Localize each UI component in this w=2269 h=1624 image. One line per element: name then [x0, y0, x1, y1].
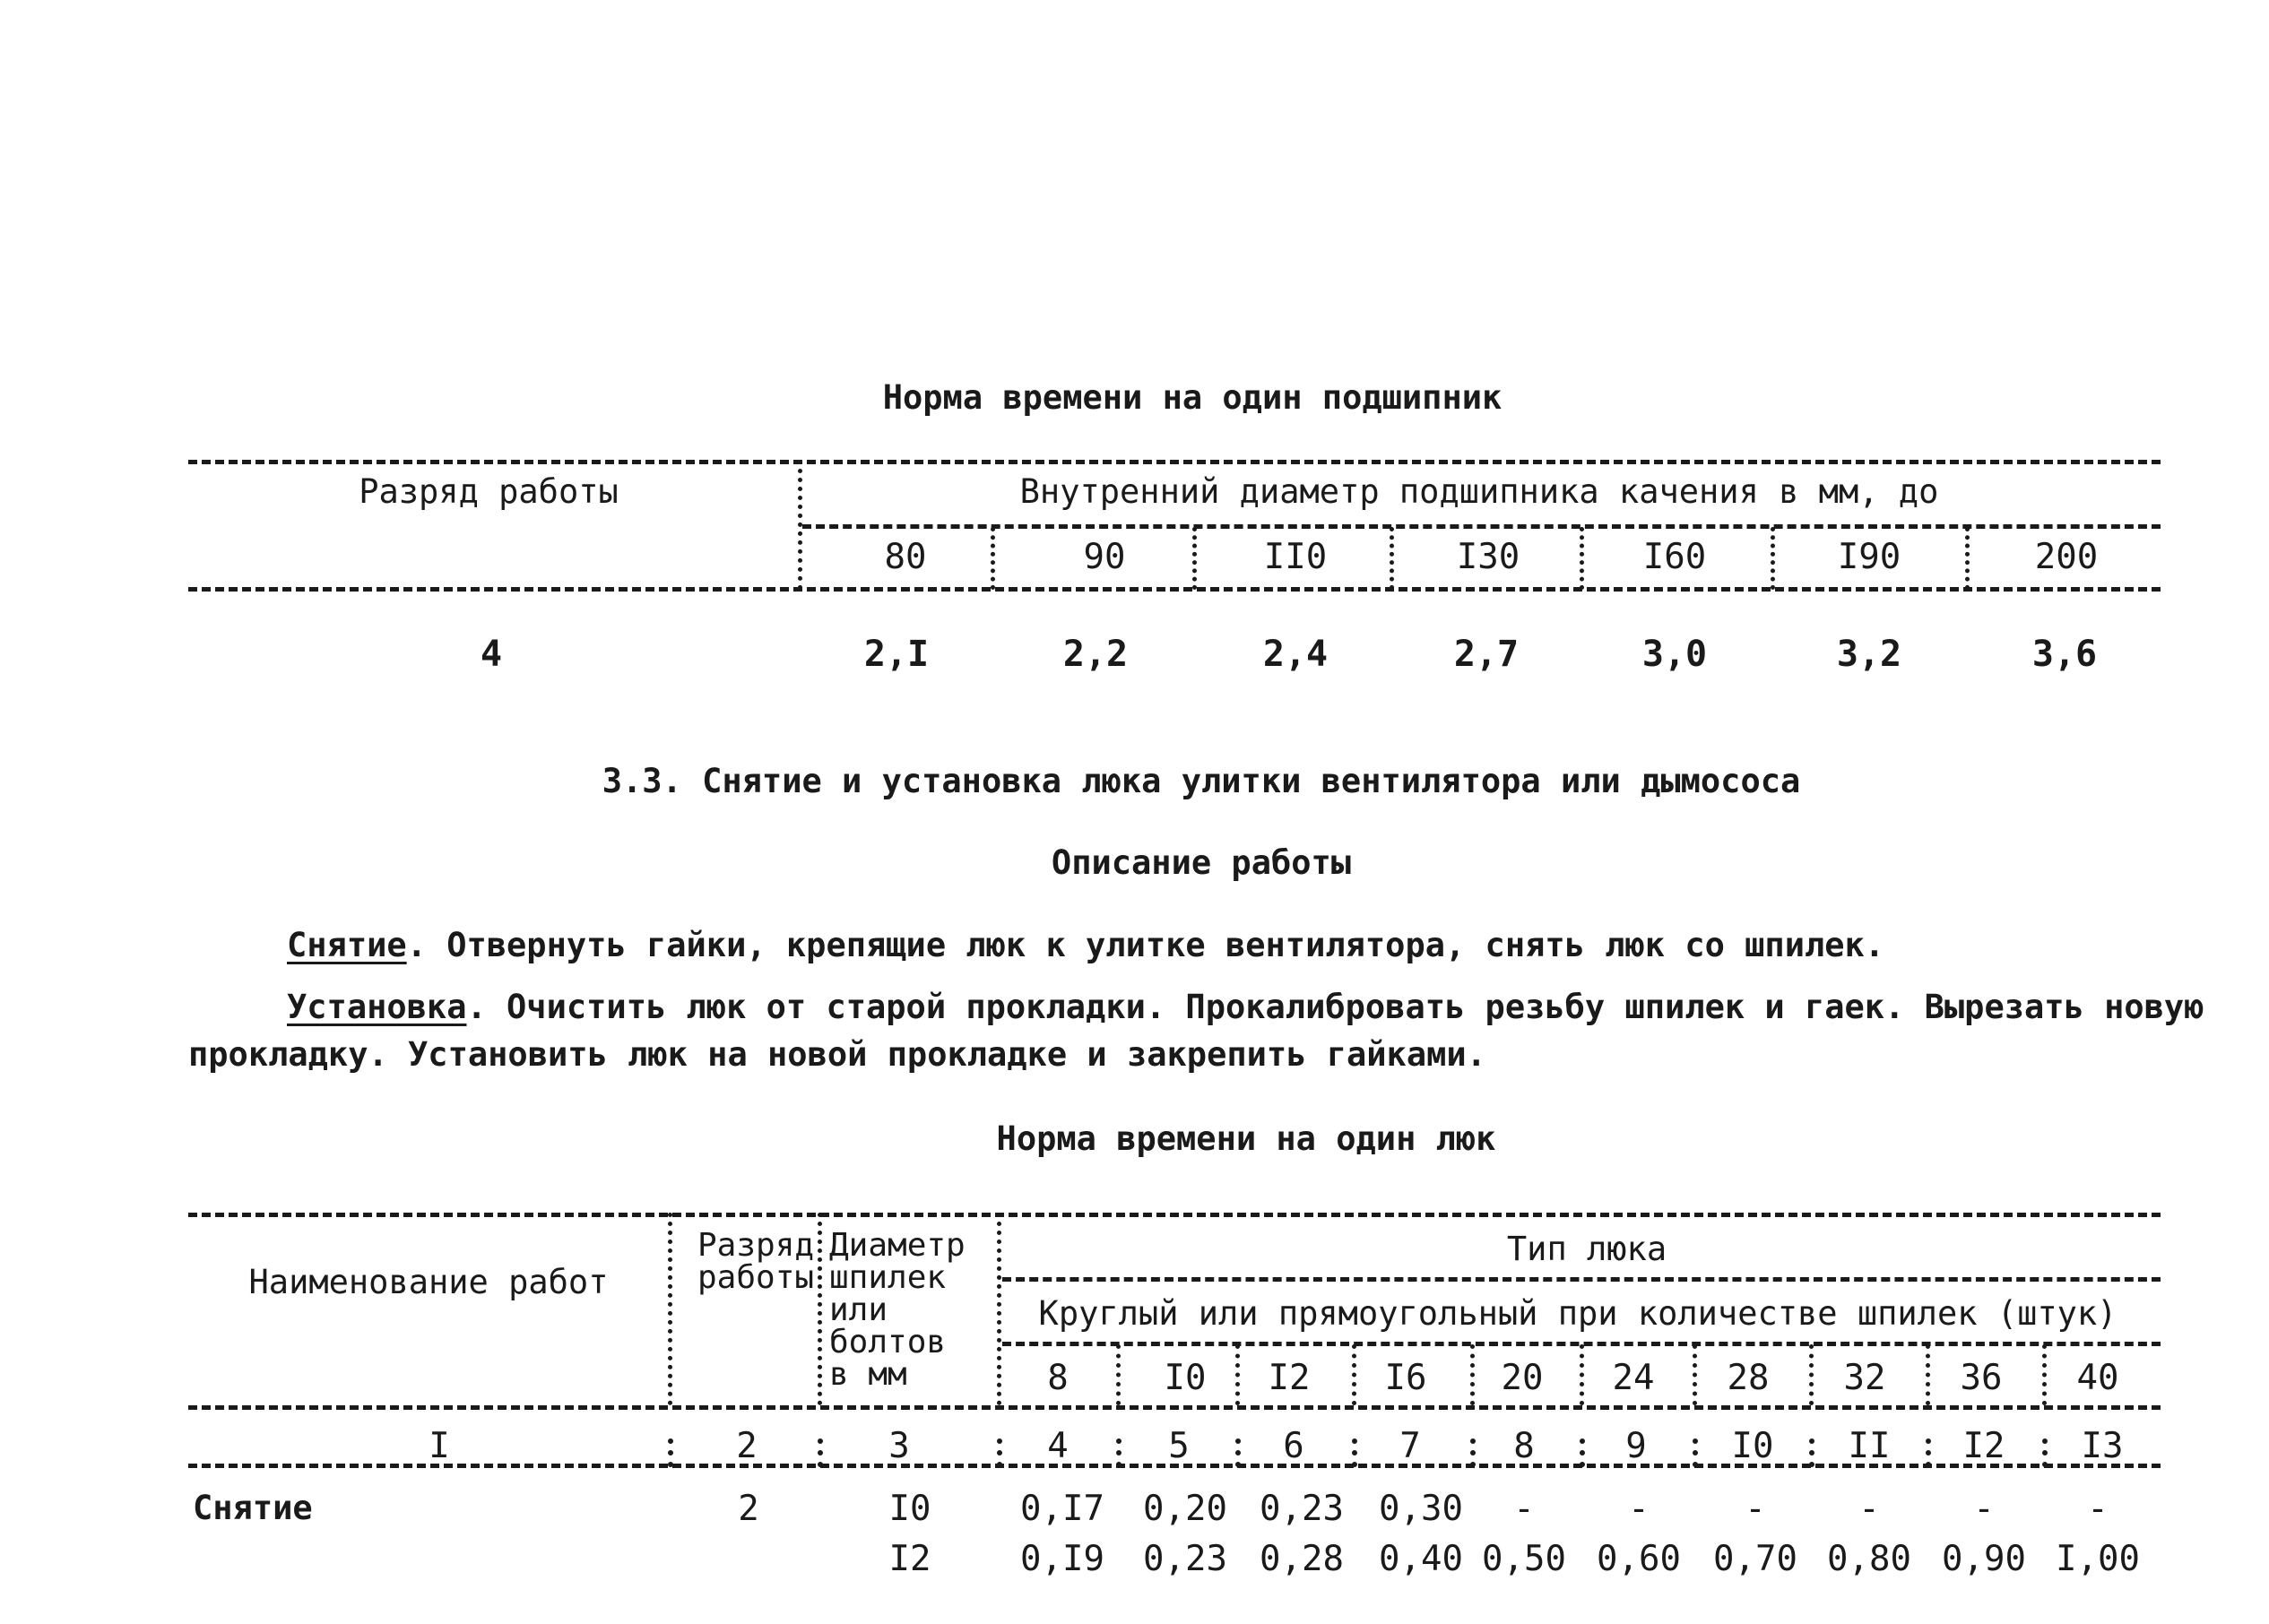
table1-group-header: Внутренний диаметр подшипника качения в мм, до	[1019, 472, 1939, 511]
table2-row-value: 0,70	[1713, 1539, 1797, 1579]
table1-diameter-header: 90	[1083, 537, 1126, 577]
table1-value: 2,7	[1453, 634, 1520, 675]
table2-column-number: 4	[1047, 1426, 1069, 1466]
table2-row-name: Снятие	[193, 1489, 313, 1527]
table2-rank-header: работы	[697, 1259, 815, 1296]
table2-diameter-header: болтов	[829, 1324, 947, 1361]
table2-count-header: I6	[1384, 1358, 1427, 1398]
table2-column-number: 2	[736, 1426, 758, 1466]
table2-row-value: -	[1858, 1489, 1880, 1529]
table2-row-value: -	[1745, 1489, 1766, 1529]
table2-count-header: 8	[1047, 1358, 1069, 1398]
table2-divider	[1809, 1344, 1814, 1405]
table2-name-header: Наименование работ	[248, 1263, 609, 1301]
table1-divider	[1771, 527, 1775, 590]
table2-row-value: 0,I9	[1020, 1539, 1104, 1579]
table2-divider	[1470, 1438, 1476, 1467]
table1-value: 2,4	[1262, 634, 1329, 675]
section-subheading: Описание работы	[1051, 843, 1352, 882]
table1-divider	[1192, 527, 1197, 590]
table1-diameter-header: I90	[1837, 537, 1901, 577]
table2-divider	[818, 1213, 822, 1405]
table2-divider	[1116, 1438, 1122, 1467]
table2-row-rank: 2	[738, 1489, 759, 1529]
table2-row-value: 0,I7	[1020, 1489, 1104, 1529]
table2-sub-header: Круглый или прямоугольный при количестве шпилек (штук)	[1038, 1294, 2117, 1333]
table1-top-rule	[188, 460, 2161, 464]
table2-column-number: I2	[1962, 1426, 2005, 1466]
table2-row-value: 0,60	[1597, 1539, 1681, 1579]
table2-divider	[1693, 1344, 1697, 1405]
table2-row-value: -	[1973, 1489, 1995, 1529]
table2-count-header: 28	[1727, 1358, 1770, 1398]
table2-header-bottom-rule	[188, 1405, 2161, 1410]
table2-row-value: 0,23	[1260, 1489, 1344, 1529]
table1-divider	[1580, 527, 1584, 590]
install-text: . Очистить люк от старой прокладки. Прокалибровать резьбу шпилек и гаек. Вырезать новую	[466, 988, 2204, 1026]
install-label: Установка	[287, 988, 467, 1026]
table2-count-header: 32	[1843, 1358, 1886, 1398]
table1-value: 3,2	[1836, 634, 1902, 675]
table2-row-value: -	[1628, 1489, 1650, 1529]
table1-value: 2,2	[1062, 634, 1129, 675]
table2-count-header: 36	[1960, 1358, 2003, 1398]
table2-diameter-header: в мм	[829, 1356, 907, 1393]
table2-divider	[997, 1438, 1002, 1467]
table1-value: 3,0	[1641, 634, 1708, 675]
table2-divider	[818, 1438, 823, 1467]
table2-row-diameter: I2	[888, 1539, 931, 1579]
table1-diameter-header: I30	[1456, 537, 1520, 577]
table2-count-header: 20	[1501, 1358, 1544, 1398]
table1-diameter-header: 80	[884, 537, 927, 577]
table1-divider	[991, 527, 995, 590]
table2-diameter-header: Диаметр	[829, 1227, 966, 1264]
table2-row-value: 0,80	[1827, 1539, 1911, 1579]
table2-column-number: 7	[1399, 1426, 1421, 1466]
table2-divider	[1580, 1438, 1585, 1467]
table1-divider	[1965, 527, 1970, 590]
install-paragraph-cont: прокладку. Установить люк на новой прокладке и закрепить гайками.	[188, 1035, 1486, 1074]
table2-column-number: II	[1848, 1426, 1891, 1466]
table1-bottom-rule	[188, 587, 2161, 592]
table1-diameter-header: I60	[1642, 537, 1707, 577]
table2-column-number: I0	[1731, 1426, 1774, 1466]
install-paragraph	[287, 990, 2204, 1024]
table1-rank-value: 4	[480, 634, 503, 675]
table2-title: Норма времени на один люк	[996, 1119, 1496, 1158]
table2-divider	[2042, 1344, 2047, 1405]
table2-divider	[1235, 1344, 1240, 1405]
table2-row-value: I,00	[2056, 1539, 2140, 1579]
table2-row-value: 0,40	[1379, 1539, 1463, 1579]
table1-divider	[798, 460, 802, 590]
table2-rank-header: Разряд	[697, 1227, 815, 1264]
table2-row-value: 0,30	[1379, 1489, 1463, 1529]
table2-row-diameter: I0	[888, 1489, 931, 1529]
section-heading: 3.3. Снятие и установка люка улитки вентилятора или дымососа	[602, 762, 1801, 800]
table2-divider	[1352, 1344, 1356, 1405]
table2-column-number: 8	[1513, 1426, 1535, 1466]
table2-column-number: I3	[2081, 1426, 2124, 1466]
table2-column-number: 5	[1168, 1426, 1190, 1466]
table2-diameter-header: шпилек	[829, 1259, 947, 1296]
table1-rank-header: Разряд работы	[359, 472, 619, 511]
table1-title: Норма времени на один подшипник	[882, 378, 1503, 417]
table2-divider	[668, 1438, 673, 1467]
table2-divider	[2042, 1438, 2048, 1467]
table2-type-rule	[1002, 1277, 2161, 1282]
table2-count-header: 40	[2076, 1358, 2119, 1398]
table2-diameter-header: или	[829, 1291, 888, 1328]
table2-column-number: 6	[1283, 1426, 1304, 1466]
table2-row-value: -	[1513, 1489, 1535, 1529]
table2-divider	[1470, 1344, 1475, 1405]
table2-column-number: 3	[888, 1426, 910, 1466]
table1-header-rule	[802, 524, 2161, 529]
table2-divider	[1235, 1438, 1241, 1467]
table2-divider	[1352, 1438, 1357, 1467]
table1-diameter-header: II0	[1263, 537, 1328, 577]
removal-label: Снятие	[287, 926, 407, 964]
table2-divider	[1116, 1344, 1121, 1405]
table2-count-header: I0	[1164, 1358, 1207, 1398]
table2-column-number: I	[429, 1426, 450, 1466]
table2-divider	[1809, 1438, 1814, 1467]
removal-paragraph	[287, 926, 1885, 964]
table2-row-value: -	[2087, 1489, 2109, 1529]
table2-divider	[997, 1213, 1001, 1405]
table2-row-value: 0,50	[1482, 1539, 1566, 1579]
table1-diameter-header: 200	[2034, 537, 2099, 577]
table2-count-header: I2	[1268, 1358, 1311, 1398]
table2-count-header: 24	[1612, 1358, 1655, 1398]
table2-divider	[1580, 1344, 1584, 1405]
table2-row-value: 0,20	[1143, 1489, 1227, 1529]
table1-value: 2,I	[863, 634, 930, 675]
table2-column-number: 9	[1625, 1426, 1647, 1466]
table2-row-value: 0,28	[1260, 1539, 1344, 1579]
table2-row-value: 0,23	[1143, 1539, 1227, 1579]
table1-divider	[1390, 527, 1394, 590]
table2-divider	[1693, 1438, 1698, 1467]
table2-divider	[1926, 1438, 1931, 1467]
removal-text: . Отвернуть гайки, крепящие люк к улитке вентилятора, снять люк со шпилек.	[406, 926, 1885, 964]
table2-row-value: 0,90	[1942, 1539, 2026, 1579]
table2-type-header: Тип люка	[1506, 1230, 1667, 1268]
table2-divider	[1926, 1344, 1930, 1405]
table2-top-rule	[188, 1213, 2161, 1217]
table2-divider	[668, 1213, 672, 1405]
table1-value: 3,6	[2031, 634, 2098, 675]
